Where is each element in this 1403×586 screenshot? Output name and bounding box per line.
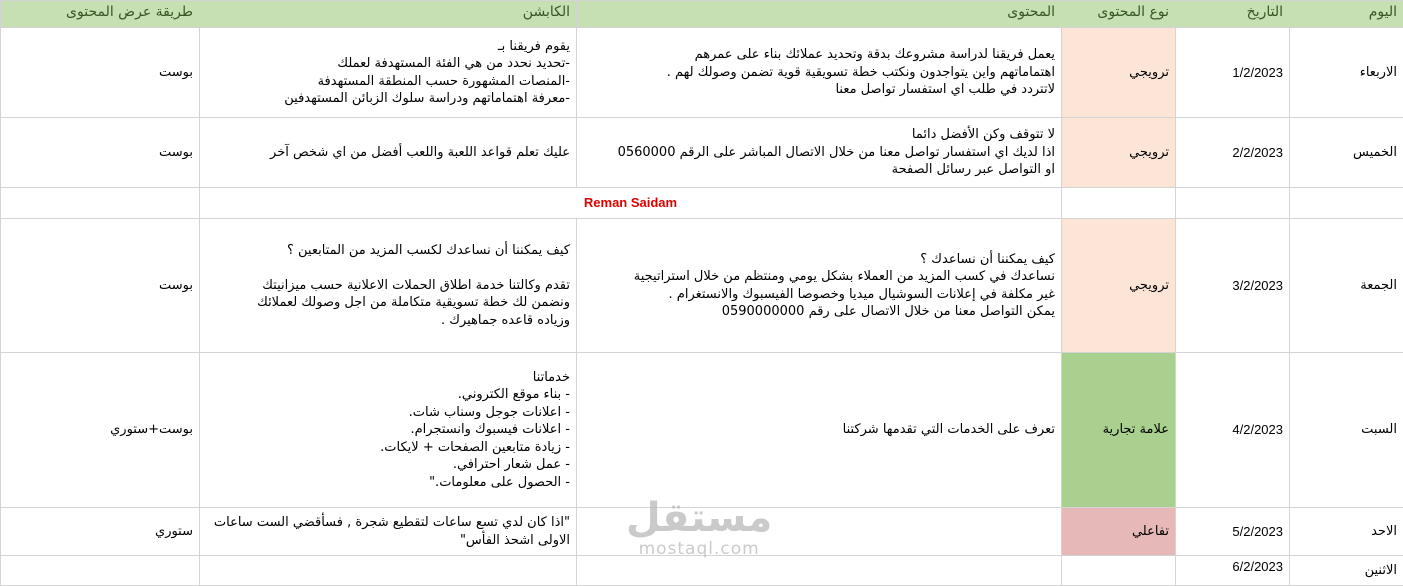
type-cell[interactable]: ترويجي (1062, 118, 1176, 188)
content-line: لاتتردد في طلب اي استفسار تواصل معنا (583, 81, 1055, 99)
content-cell[interactable] (577, 556, 1062, 586)
content-line: يمكن التواصل معنا من خلال الاتصال على رقم 0590000000 (583, 303, 1055, 321)
caption-line: -معرفة اهتماماتهم ودراسة سلوك الزبائن المستهدفين (206, 90, 570, 108)
method-cell[interactable]: بوست+ستوري (1, 353, 200, 508)
caption-line: - عمل شعار احترافي. (206, 456, 570, 474)
day-cell[interactable]: الاربعاء (1290, 28, 1403, 118)
content-line: نساعدك في كسب المزيد من العملاء بشكل يومي ومنتظم من خلال استراتيجية (583, 268, 1055, 286)
day-cell[interactable]: الخميس (1290, 118, 1403, 188)
caption-line: - زيادة متابعين الصفحات + لايكات. (206, 439, 570, 457)
header-content[interactable]: المحتوى (577, 1, 1062, 28)
content-line: اهتماماتهم واين يتواجدون ونكتب خطة تسويقية قوية تضمن وصولك لهم . (583, 64, 1055, 82)
header-type[interactable]: نوع المحتوى (1062, 1, 1176, 28)
content-cell[interactable] (577, 508, 1062, 556)
table-row (1, 508, 1403, 556)
caption-cell[interactable] (200, 353, 577, 508)
method-cell[interactable]: بوست (1, 118, 200, 188)
caption-line: تقدم وكالتنا خدمة اطلاق الحملات الاعلانية حسب ميزانيتك (206, 277, 570, 295)
caption-cell[interactable] (200, 508, 577, 556)
table-row (1, 219, 1403, 353)
caption-line: ونضمن لك خطة تسويقية متكاملة من اجل وصولك لعملائك (206, 294, 570, 312)
caption-cell[interactable] (200, 28, 577, 118)
empty-cell[interactable] (1176, 188, 1290, 219)
caption-line: - اعلانات فيسبوك وانستجرام. (206, 421, 570, 439)
caption-line: - اعلانات جوجل وسناب شات. (206, 404, 570, 422)
content-cell[interactable] (577, 118, 1062, 188)
method-cell[interactable]: ستوري (1, 508, 200, 556)
date-cell[interactable]: 1/2/2023 (1176, 28, 1290, 118)
caption-line: "اذا كان لدي تسع ساعات لتقطيع شجرة , فسأقضي الست ساعات (206, 514, 570, 532)
method-cell[interactable] (1, 556, 200, 586)
date-cell[interactable]: 5/2/2023 (1176, 508, 1290, 556)
header-method[interactable]: طريقة عرض المحتوى (1, 1, 200, 28)
date-cell[interactable]: 2/2/2023 (1176, 118, 1290, 188)
caption-line: - بناء موقع الكتروني. (206, 386, 570, 404)
caption-line: الاولى اشحذ الفأس" (206, 532, 570, 550)
day-cell[interactable]: الجمعة (1290, 219, 1403, 353)
content-line: لا تتوقف وكن الأفضل دائما (583, 126, 1055, 144)
caption-cell[interactable]: عليك تعلم قواعد اللعبة واللعب أفضل من اي شخص آخر (200, 118, 577, 188)
watermark-site: mostaql.com (626, 540, 772, 558)
type-cell[interactable]: علامة تجارية (1062, 353, 1176, 508)
date-cell[interactable]: 3/2/2023 (1176, 219, 1290, 353)
caption-line: يقوم فريقنا بـ (206, 38, 570, 56)
empty-cell[interactable] (1062, 188, 1176, 219)
header-day[interactable]: اليوم (1290, 1, 1403, 28)
content-cell[interactable]: تعرف على الخدمات التي تقدمها شركتنا (577, 353, 1062, 508)
content-cell[interactable] (577, 219, 1062, 353)
content-line: كيف يمكننا أن نساعدك ؟ (583, 251, 1055, 269)
banner-name[interactable]: Reman Saidam (200, 188, 1062, 219)
header-caption[interactable]: الكابشن (200, 1, 577, 28)
content-line: اذا لديك اي استفسار تواصل معنا من خلال الاتصال المباشر على الرقم 0560000 (583, 144, 1055, 162)
header-date[interactable]: التاريخ (1176, 1, 1290, 28)
table-row (1, 353, 1403, 508)
day-cell[interactable]: الاحد (1290, 508, 1403, 556)
caption-cell[interactable] (200, 556, 577, 586)
type-cell[interactable]: ترويجي (1062, 219, 1176, 353)
type-cell[interactable]: تفاعلي (1062, 508, 1176, 556)
day-cell[interactable]: الاثنين (1290, 556, 1403, 586)
caption-line: وزياده قاعده جماهيرك . (206, 312, 570, 330)
caption-line: كيف يمكننا أن نساعدك لكسب المزيد من المتابعين ؟ (206, 242, 570, 260)
caption-cell[interactable] (200, 219, 577, 353)
method-cell[interactable]: بوست (1, 219, 200, 353)
content-line: يعمل فريقنا لدراسة مشروعك بدقة وتحديد عملائك بناء على عمرهم (583, 46, 1055, 64)
table-row (1, 556, 1403, 586)
empty-cell[interactable] (1, 188, 200, 219)
day-cell[interactable]: السبت (1290, 353, 1403, 508)
caption-line: -تحديد نحدد من هي الفئة المستهدفة لعملك (206, 55, 570, 73)
caption-blank-line (206, 259, 570, 277)
watermark-logo: مستقل (626, 496, 772, 540)
table-row (1, 28, 1403, 118)
table-row (1, 118, 1403, 188)
method-cell[interactable]: بوست (1, 28, 200, 118)
content-cell[interactable] (577, 28, 1062, 118)
date-cell[interactable]: 4/2/2023 (1176, 353, 1290, 508)
caption-line: - الحصول على معلومات." (206, 474, 570, 492)
empty-cell[interactable] (1290, 188, 1403, 219)
header-row (1, 1, 1403, 28)
type-cell[interactable] (1062, 556, 1176, 586)
date-cell[interactable]: 6/2/2023 (1176, 556, 1290, 586)
caption-line: خدماتنا (206, 369, 570, 387)
content-line: غير مكلفة في إعلانات السوشيال ميديا وخصوصا الفيسبوك والانستغرام . (583, 286, 1055, 304)
type-cell[interactable]: ترويجي (1062, 28, 1176, 118)
content-line: او التواصل عبر رسائل الصفحة (583, 161, 1055, 179)
table-row (1, 188, 1403, 219)
caption-line: -المنصات المشهورة حسب المنطقة المستهدفة (206, 73, 570, 91)
